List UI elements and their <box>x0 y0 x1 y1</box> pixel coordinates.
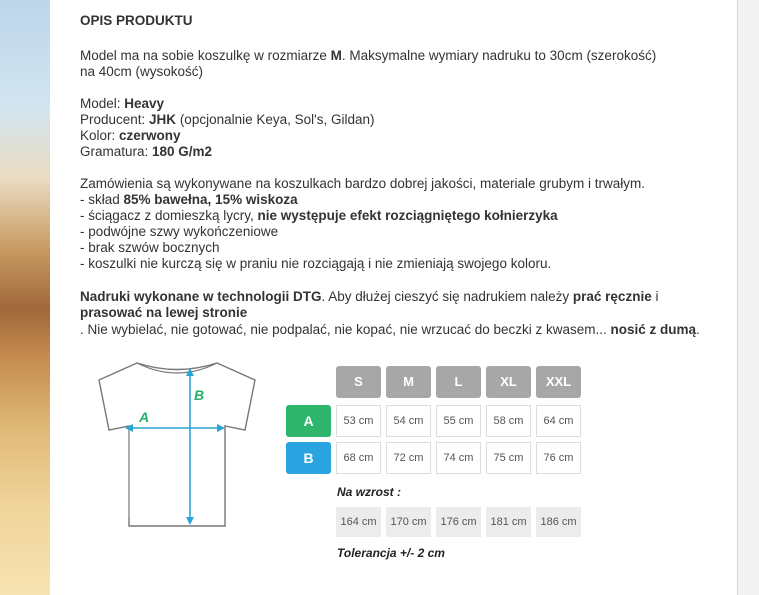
size-header-xxl: XXL <box>536 366 581 398</box>
intro-line-1: Model ma na sobie koszulkę w rozmiarze M. Maksymalne wymiary nadruku to 30cm (szerokość) <box>80 48 657 63</box>
wzrost-cell: 164 cm <box>336 507 381 537</box>
care-line-2: prasować na lewej stronie <box>80 305 248 320</box>
row-a-cell: 53 cm <box>336 405 381 437</box>
section-title: OPIS PRODUKTU <box>80 13 193 28</box>
row-a-cell: 54 cm <box>386 405 431 437</box>
row-b-cell: 74 cm <box>436 442 481 474</box>
wzrost-label: Na wzrost : <box>337 485 402 499</box>
intro-line-2: na 40cm (wysokość) <box>80 64 204 79</box>
row-b-cell: 76 cm <box>536 442 581 474</box>
tolerance-note: Tolerancja +/- 2 cm <box>337 546 445 560</box>
wzrost-cell: 181 cm <box>486 507 531 537</box>
label-b: B <box>194 387 205 403</box>
row-b-label: B <box>286 442 331 474</box>
quality-bullet: - koszulki nie kurczą się w praniu nie rozciągają i nie zmieniają swojego koloru. <box>80 256 552 271</box>
spec-producer: Producent: JHK (opcjonalnie Keya, Sol's, Gildan) <box>80 112 375 127</box>
size-header-l: L <box>436 366 481 398</box>
size-header-m: M <box>386 366 431 398</box>
wzrost-cell: 186 cm <box>536 507 581 537</box>
background-image-strip <box>0 0 50 595</box>
care-line-1: Nadruki wykonane w technologii DTG. Aby dłużej cieszyć się nadrukiem należy prać ręcznie i <box>80 289 659 304</box>
spec-color: Kolor: czerwony <box>80 128 181 143</box>
quality-bullet: - podwójne szwy wykończeniowe <box>80 224 279 239</box>
row-b-cell: 72 cm <box>386 442 431 474</box>
row-a-cell: 55 cm <box>436 405 481 437</box>
care-line-3: . Nie wybielać, nie gotować, nie podpalać, nie kopać, nie wrzucać do beczki z kwasem... nosić z dumą. <box>80 322 700 337</box>
quality-bullet: - skład 85% bawełna, 15% wiskoza <box>80 192 298 207</box>
tshirt-diagram <box>97 358 257 533</box>
wzrost-cell: 170 cm <box>386 507 431 537</box>
wzrost-cell: 176 cm <box>436 507 481 537</box>
size-header-xl: XL <box>486 366 531 398</box>
row-a-cell: 64 cm <box>536 405 581 437</box>
label-a: A <box>139 409 150 425</box>
side-panel <box>738 0 759 595</box>
row-a-label: A <box>286 405 331 437</box>
row-b-cell: 75 cm <box>486 442 531 474</box>
quality-bullet: - brak szwów bocznych <box>80 240 220 255</box>
quality-intro: Zamówienia są wykonywane na koszulkach bardzo dobrej jakości, materiale grubym i trwałym. <box>80 176 645 191</box>
quality-bullet: - ściągacz z domieszką lycry, nie występuje efekt rozciągniętego kołnierzyka <box>80 208 558 223</box>
spec-weight: Gramatura: 180 G/m2 <box>80 144 213 159</box>
size-header-s: S <box>336 366 381 398</box>
tshirt-outline <box>99 363 255 526</box>
spec-model: Model: Heavy <box>80 96 165 111</box>
row-a-cell: 58 cm <box>486 405 531 437</box>
row-b-cell: 68 cm <box>336 442 381 474</box>
